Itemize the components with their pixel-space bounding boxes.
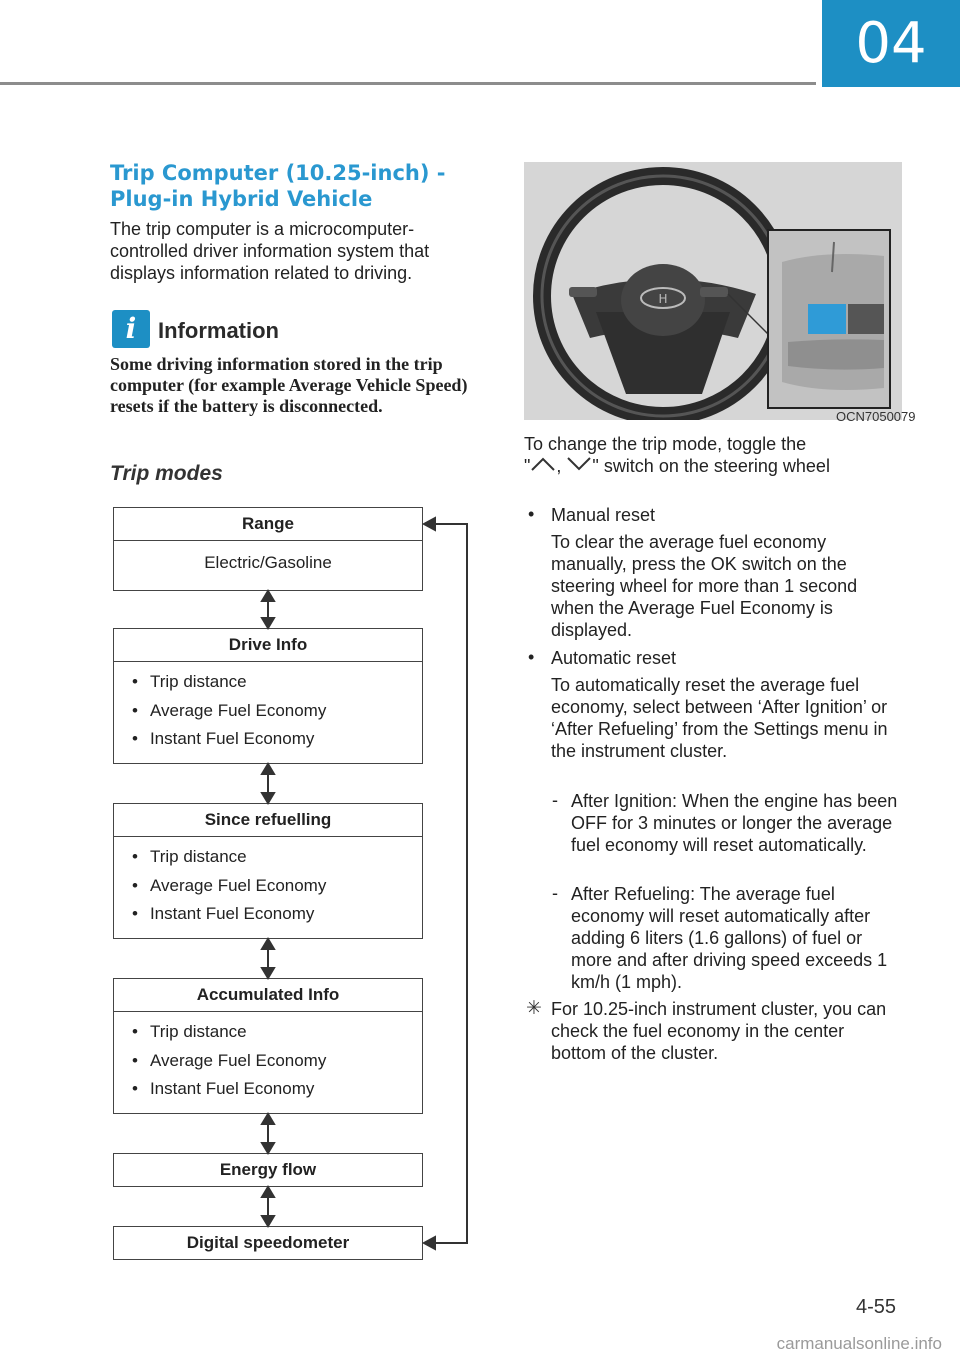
toggle-text-line2 <box>524 455 900 477</box>
bullet-icon: • <box>528 647 535 667</box>
list-item: • Average Fuel Economy <box>132 697 422 726</box>
bullet-icon: • <box>528 504 535 524</box>
manual-reset-title: Manual reset <box>551 505 656 525</box>
mode-title: Energy flow <box>219 1160 317 1179</box>
info-body: Some driving information stored in the trip computer (for example Average Vehicle Speed) resets if the battery is disconnected. <box>110 354 468 416</box>
arrow-down-icon <box>262 1143 274 1153</box>
dash-icon: - <box>552 883 558 903</box>
after-refueling-text: After Refueling: The average fuel economy will reset automatically after adding 6 liters (1.6 gallons) of fuel or more and after driving speed exceeds 1 km/h (1 mph). <box>571 884 888 992</box>
auto-reset-title: Automatic reset <box>551 648 677 668</box>
note-text: For 10.25-inch instrument cluster, you can check the fuel economy in the center bottom of the cluster. <box>551 999 887 1063</box>
list-item: • Average Fuel Economy <box>132 1047 422 1076</box>
arrow-down-icon <box>262 968 274 978</box>
arrow-down-icon <box>262 1216 274 1226</box>
arrow-up-icon <box>262 591 274 601</box>
toggle-text-end: " switch on the steering wheel <box>592 456 830 476</box>
chapter-tab: 04 <box>822 0 960 87</box>
information-icon: i <box>112 310 150 348</box>
section-title-line2: Plug-in Hybrid Vehicle <box>110 187 373 211</box>
mode-title: Range <box>114 508 422 541</box>
mode-title: Digital speedometer <box>186 1233 350 1252</box>
list-item: • Instant Fuel Economy <box>132 1075 422 1104</box>
info-title: Information <box>158 318 279 343</box>
intro-text: The trip computer is a microcomputer-controlled driver information system that displays information related to driving. <box>110 219 430 283</box>
chevron-down-icon <box>566 456 592 472</box>
asterisk-icon: ✳ <box>526 998 542 1019</box>
steering-wheel-image <box>524 162 902 420</box>
arrow-up-icon <box>262 1114 274 1124</box>
arrow-up-icon <box>262 1187 274 1197</box>
section-title-line1: Trip Computer (10.25-inch) - <box>110 161 446 185</box>
list-item: • Instant Fuel Economy <box>132 725 422 754</box>
quote-open: " <box>524 456 531 476</box>
separator: , <box>556 456 562 476</box>
watermark: carmanualsonline.info <box>776 1334 942 1353</box>
mode-subtitle: Electric/Gasoline <box>204 553 332 572</box>
list-item: • Trip distance <box>132 843 422 872</box>
list-item: • Instant Fuel Economy <box>132 900 422 929</box>
trip-modes-title: Trip modes <box>110 462 223 485</box>
list-item: • Trip distance <box>132 1018 422 1047</box>
page-number: 4-55 <box>855 1296 896 1318</box>
arrow-down-icon <box>262 793 274 803</box>
arrow-left-icon <box>424 1237 435 1249</box>
toggle-text-line1: To change the trip mode, toggle the <box>524 434 807 454</box>
arrow-up-icon <box>262 764 274 774</box>
chevron-up-icon <box>530 456 556 472</box>
mode-title: Since refuelling <box>114 804 422 837</box>
svg-text:H: H <box>658 292 668 306</box>
image-code: OCN7050079 <box>836 409 916 424</box>
manual-reset-body: To clear the average fuel economy manually, press the OK switch on the steering wheel for more than 1 second when the Average Fuel Economy is displayed. <box>551 532 858 640</box>
auto-reset-body: To automatically reset the average fuel economy, select between ‘After Ignition’ or ‘After Refueling’ from the Settings menu in the instrument cluster. <box>551 675 888 761</box>
list-item: • Trip distance <box>132 668 422 697</box>
mode-title: Drive Info <box>114 629 422 662</box>
arrow-down-icon <box>262 618 274 628</box>
loop-connector <box>434 524 467 1243</box>
arrow-left-icon <box>424 518 435 530</box>
after-ignition-text: After Ignition: When the engine has been OFF for 3 minutes or longer the average fuel economy will reset automatically. <box>571 791 898 855</box>
mode-title: Accumulated Info <box>114 979 422 1012</box>
dash-icon: - <box>552 790 558 810</box>
list-item: • Average Fuel Economy <box>132 872 422 901</box>
arrow-up-icon <box>262 939 274 949</box>
